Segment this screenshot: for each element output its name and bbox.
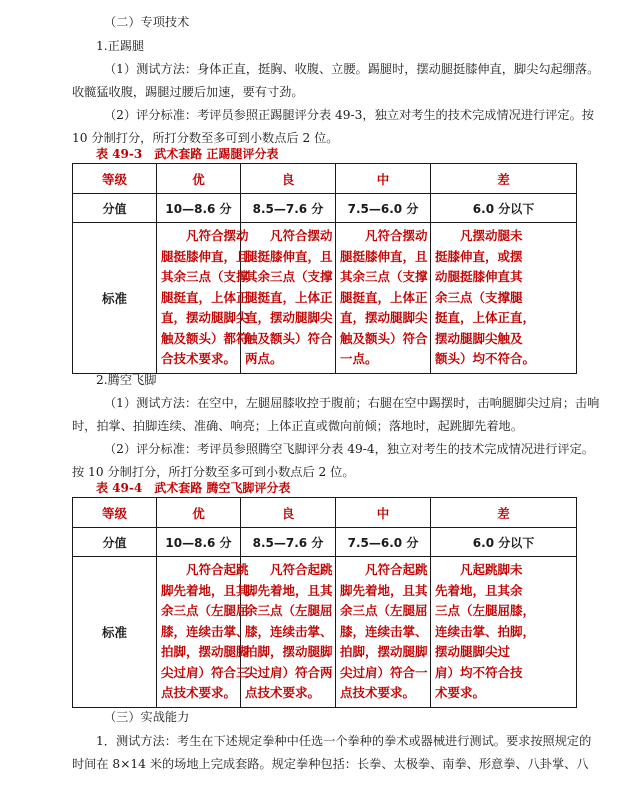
criteria-excellent-text: 凡符合摆动 腿挺膝伸直，且 其余三点（支撑 腿挺直，上体正 直，摆动腿脚尖 触及额头）都符 合技术要求。 (161, 228, 249, 366)
jump-table-header-row (73, 498, 577, 528)
kick-table-header-row (73, 164, 577, 194)
jump-score-table (72, 497, 577, 708)
kick-standard-line-1: （2）评分标准：考评员参照正踢腿评分表 49-3，独立对考生的技术完成情况进行评定。按 (104, 108, 594, 122)
criteria-good (241, 557, 336, 708)
criteria-poor-text: 凡摆动腿未 挺膝伸直，或摆 动腿挺膝伸直其 余三点（支撑腿 挺直，上体正直， 摆动腿脚尖触及 额头）均不符合。 (435, 228, 536, 366)
criteria-poor (431, 223, 577, 374)
criteria-good (241, 223, 336, 374)
jump-table-criteria-row (73, 557, 577, 708)
jump-method-line-2: 时，拍掌、拍脚连续、准确、响亮；上体正直或微向前倾；落地时，起跳脚先着地。 (72, 419, 523, 433)
kick-method-line-2: 收髋猛收腹，踢腿过腰后加速，要有寸劲。 (72, 85, 304, 99)
criteria-average (336, 223, 431, 374)
section-heading-special-skills: （二）专项技术 (104, 15, 190, 29)
criteria-poor-text: 凡起跳脚未 先着地，且其余 三点（左腿屈膝， 连续击掌、拍脚， 摆动腿脚尖过 肩）均不符合技 术要求。 (435, 562, 536, 700)
jump-table-caption: 表 49-4 武术套路 腾空飞脚评分表 (96, 481, 291, 495)
jump-table-score-row (73, 528, 577, 557)
criteria-good-text: 凡符合摆动 腿挺膝伸直，且 其余三点（支撑 腿挺直，上体正 直，摆动腿脚尖 触及额头）符合 两点。 (245, 228, 333, 366)
jump-standard-line-2: 按 10 分制打分，所打分数至多可到小数点后 2 位。 (72, 465, 355, 479)
jump-standard-line-1: （2）评分标准：考评员参照腾空飞脚评分表 49-4，独立对考生的技术完成情况进行评定。 (104, 442, 594, 456)
criteria-excellent (157, 223, 249, 374)
header-grade: 等级 (73, 498, 157, 528)
kick-standard-line-2: 10 分制打分，所打分数至多可到小数点后 2 位。 (72, 131, 339, 145)
header-poor: 差 (431, 164, 577, 194)
score-good: 8.5—7.6 分 (241, 528, 336, 557)
header-excellent: 优 (157, 164, 241, 194)
jump-title: 2.腾空飞脚 (96, 373, 157, 387)
header-excellent: 优 (157, 498, 241, 528)
score-excellent: 10—8.6 分 (157, 528, 241, 557)
criteria-average-text: 凡符合摆动 腿挺膝伸直，且 其余三点（支撑 腿挺直，上体正 直，摆动腿脚尖 触及额头）符合 一点。 (340, 228, 428, 366)
score-good: 8.5—7.6 分 (241, 194, 336, 223)
score-average: 7.5—6.0 分 (336, 194, 431, 223)
jump-method-line-1: （1）测试方法：在空中，左腿屈膝收控于腹前；右腿在空中踢摆时，击响腿脚尖过肩；击响 (104, 396, 600, 410)
criteria-excellent (157, 557, 249, 708)
header-average: 中 (336, 498, 431, 528)
criteria-label: 标准 (73, 223, 157, 374)
header-poor: 差 (431, 498, 577, 528)
header-good: 良 (241, 498, 336, 528)
kick-table-score-row (73, 194, 577, 223)
combat-method-line-1: 1．测试方法：考生在下述规定拳种中任选一个拳种的拳术或器械进行测试。要求按照规定的 (96, 734, 592, 748)
score-excellent: 10—8.6 分 (157, 194, 241, 223)
header-grade: 等级 (73, 164, 157, 194)
criteria-poor (431, 557, 577, 708)
criteria-label: 标准 (73, 557, 157, 708)
criteria-good-text: 凡符合起跳 脚先着地，且其 余三点（左腿屈 膝，连续击掌、 拍脚，摆动腿脚 尖过肩）符合两 点技术要求。 (245, 562, 333, 700)
score-label: 分值 (73, 528, 157, 557)
kick-table-criteria-row (73, 223, 577, 374)
section-heading-combat: （三）实战能力 (104, 710, 190, 724)
score-label: 分值 (73, 194, 157, 223)
kick-score-table (72, 163, 577, 374)
criteria-average (336, 557, 431, 708)
kick-title: 1.正踢腿 (96, 39, 145, 53)
kick-method-line-1: （1）测试方法：身体正直，挺胸、收腹、立腰。踢腿时，摆动腿挺膝伸直，脚尖勾起绷落。 (104, 62, 600, 76)
score-poor: 6.0 分以下 (431, 528, 577, 557)
combat-method-line-2: 时间在 8×14 米的场地上完成套路。规定拳种包括：长拳、太极拳、南拳、形意拳、八卦掌、八 (72, 757, 589, 771)
criteria-excellent-text: 凡符合起跳 脚先着地，且其 余三点（左腿屈 膝，连续击掌、 拍脚，摆动腿脚 尖过肩）符合三 点技术要求。 (161, 562, 249, 700)
score-average: 7.5—6.0 分 (336, 528, 431, 557)
criteria-average-text: 凡符合起跳 脚先着地，且其 余三点（左腿屈 膝，连续击掌、 拍脚，摆动腿脚 尖过肩）符合一 点技术要求。 (340, 562, 428, 700)
score-poor: 6.0 分以下 (431, 194, 577, 223)
header-average: 中 (336, 164, 431, 194)
kick-table-caption: 表 49-3 武术套路 正踢腿评分表 (96, 147, 279, 161)
header-good: 良 (241, 164, 336, 194)
